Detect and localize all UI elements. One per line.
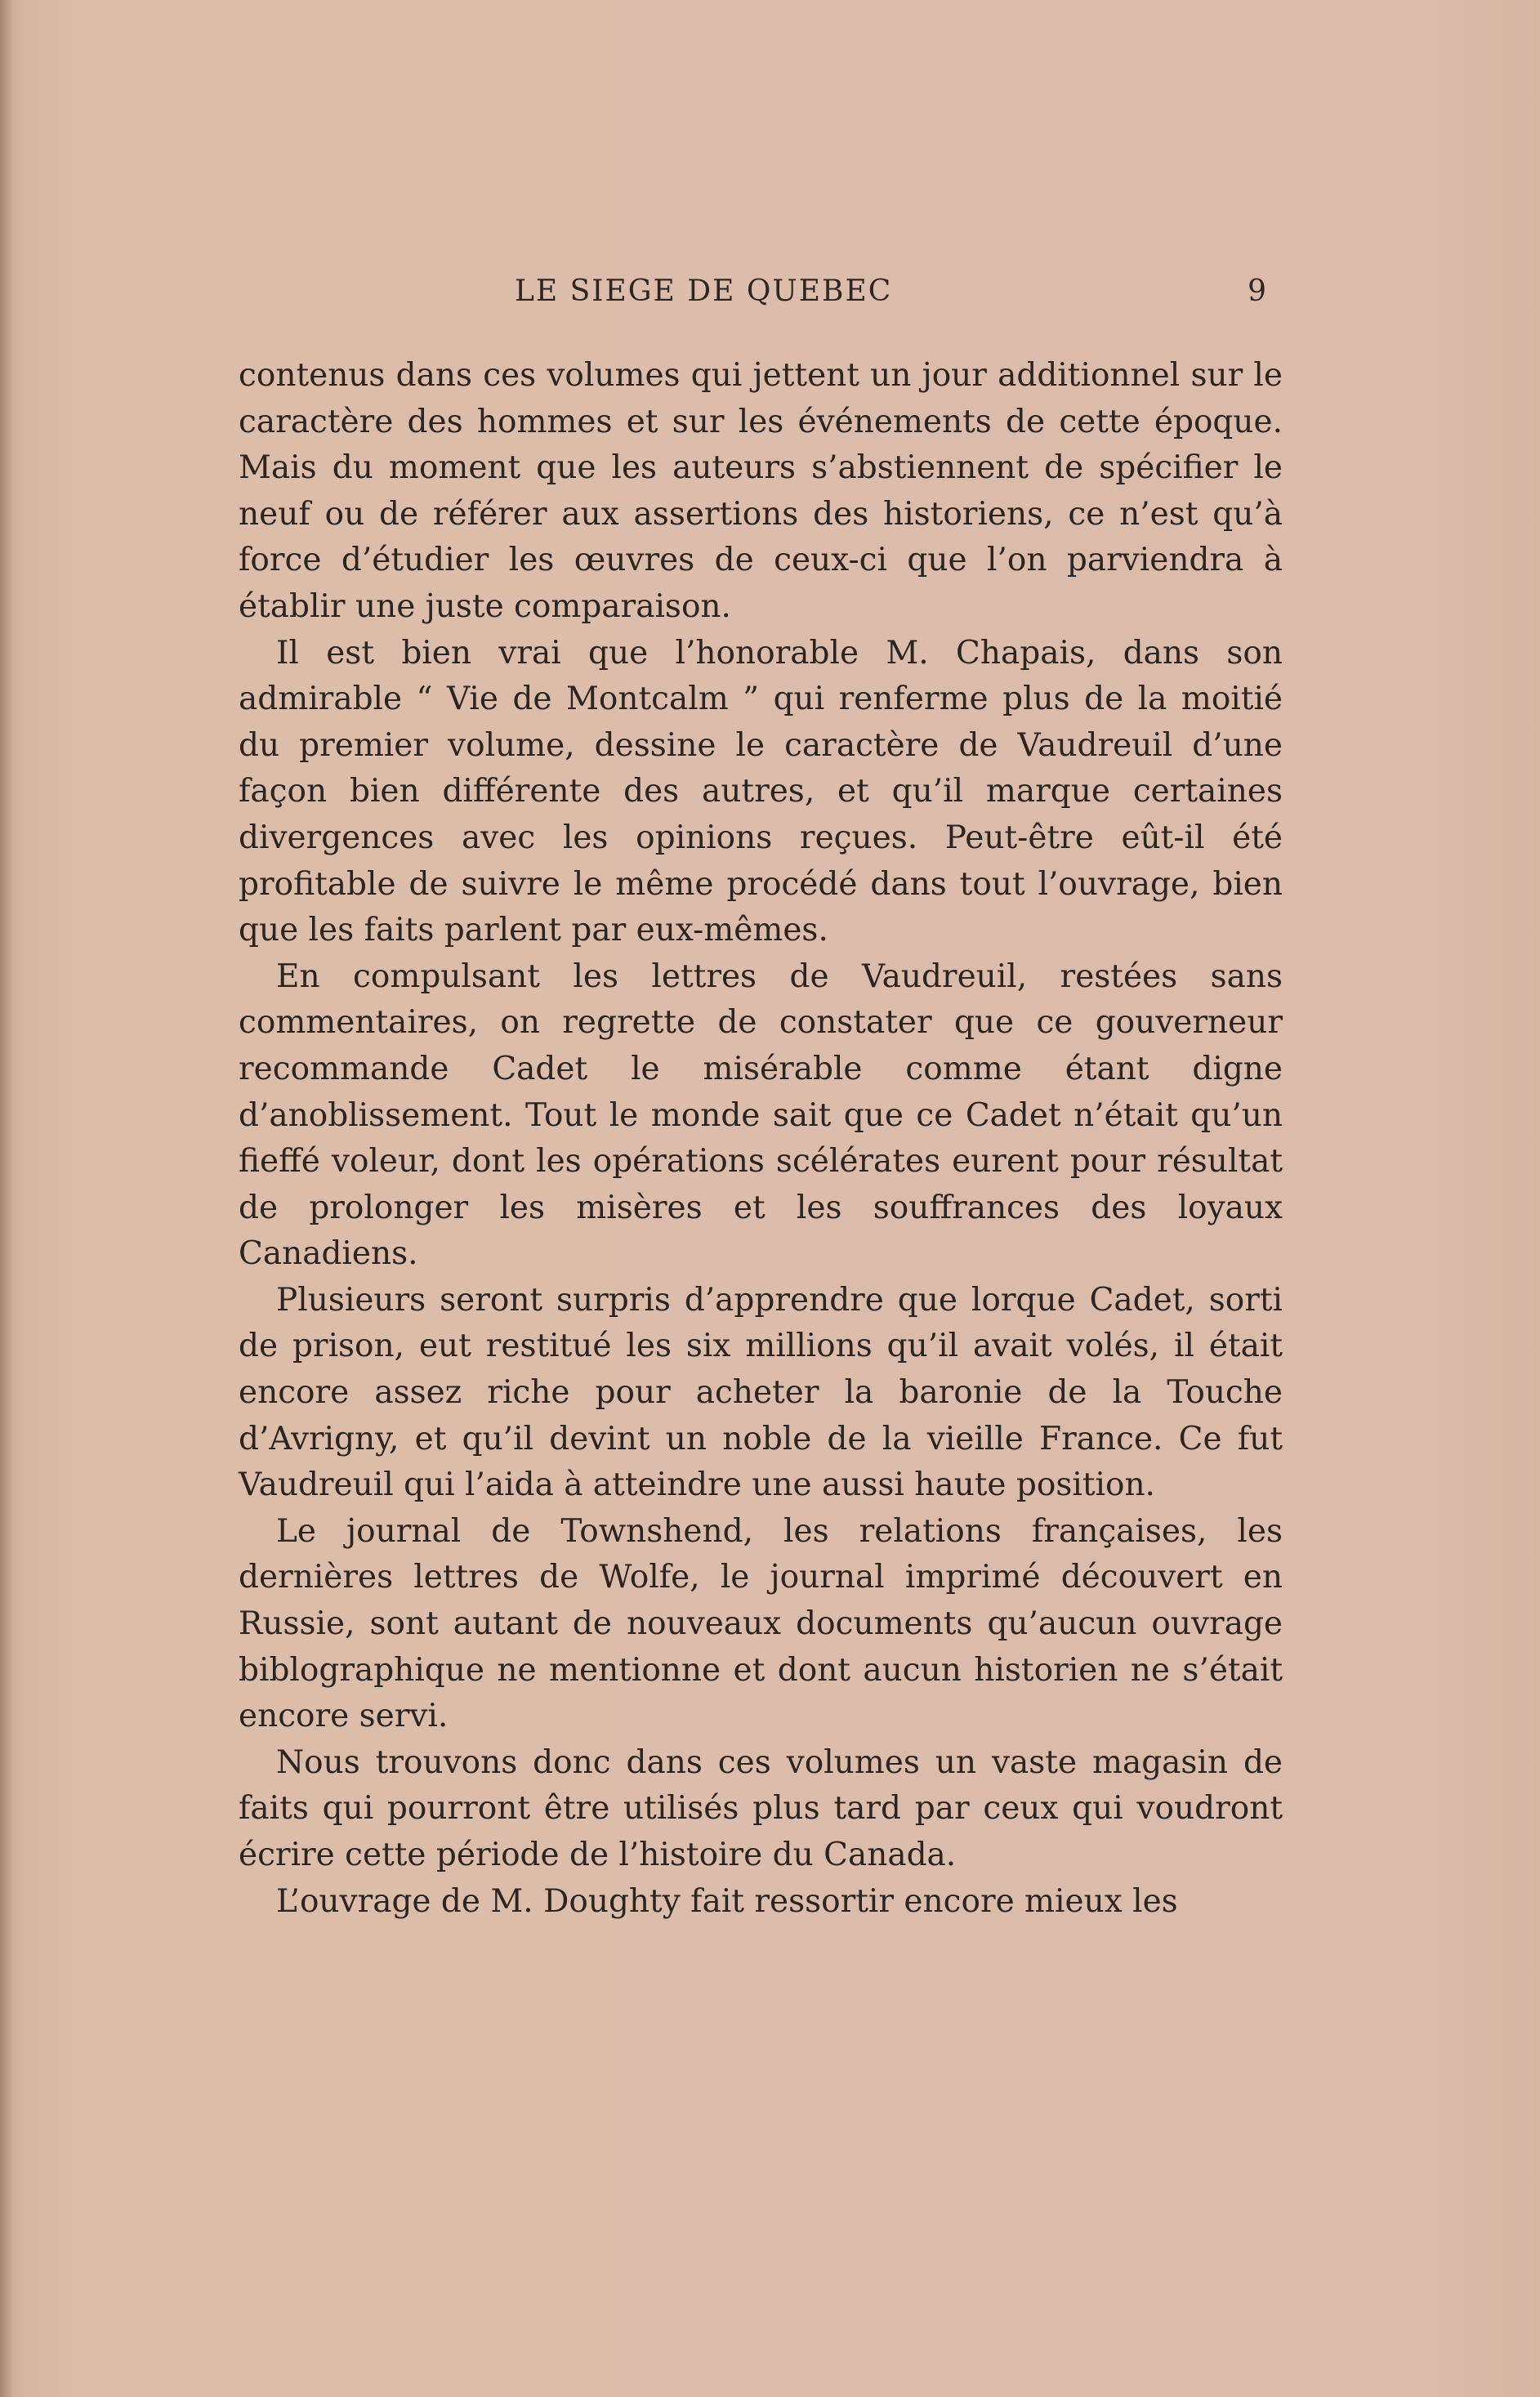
running-title: LE SIEGE DE QUEBEC — [515, 275, 893, 308]
paragraph: L’ouvrage de M. Doughty fait ressortir encore mieux les — [276, 1882, 1178, 1920]
running-head — [245, 275, 1266, 324]
paragraph: contenus dans ces volumes qui jettent un jour additionnel sur le caractère des hommes et sur les événements de cette époque. Mais du moment que les auteurs s’abstiennent de spécifier le neuf ou de référer aux assertions des historiens, ce n’est qu’à force d’étudier les œuvres de ceux-ci que l’on parviendra à établir une juste comparaison. — [239, 357, 1283, 625]
page-number: 9 — [1248, 275, 1266, 308]
paragraph: Il est bien vrai que l’honorable M. Chapais, dans son admirable “ Vie de Montcalm ” qui renferme plus de la moitié du premier volume, dessine le caractère de Vaudreuil d’une façon bien différente des autres, et qu’il marque certaines divergences avec les opinions reçues. Peut-être eût-il été profitable de suivre le même procédé dans tout l’ouvrage, bien que les faits parlent par eux-mêmes. — [239, 634, 1283, 949]
paragraph: Nous trouvons donc dans ces volumes un vaste magasin de faits qui pourront être utilisés plus tard par ceux qui voudront écrire cette période de l’histoire du Canada. — [239, 1743, 1283, 1873]
paragraph: En compulsant les lettres de Vaudreuil, restées sans commentaires, on regrette de constater que ce gouverneur recommande Cadet le misérable comme étant digne d’anoblissement. Tout le monde sait que ce Cadet n’était qu’un fieffé voleur, dont les opérations scélérates eurent pour résultat de prolonger les misères et les souffrances des loyaux Canadiens. — [239, 957, 1283, 1273]
paragraph: Plusieurs seront surpris d’apprendre que lorque Cadet, sorti de prison, eut restitué les six millions qu’il avait volés, il était encore assez riche pour acheter la baronie de la Touche d’Avrigny, et qu’il devint un noble de la vieille France. Ce fut Vaudreuil qui l’aida à atteindre une aussi haute position. — [239, 1281, 1283, 1504]
body-text — [239, 353, 1283, 1925]
page-gutter — [0, 0, 11, 2397]
paragraph: Le journal de Townshend, les relations françaises, les dernières lettres de Wolfe, le journal imprimé découvert en Russie, sont autant de nouveaux documents qu’aucun ouvrage biblographique ne mentionne et dont aucun historien ne s’était encore servi. — [239, 1512, 1283, 1735]
